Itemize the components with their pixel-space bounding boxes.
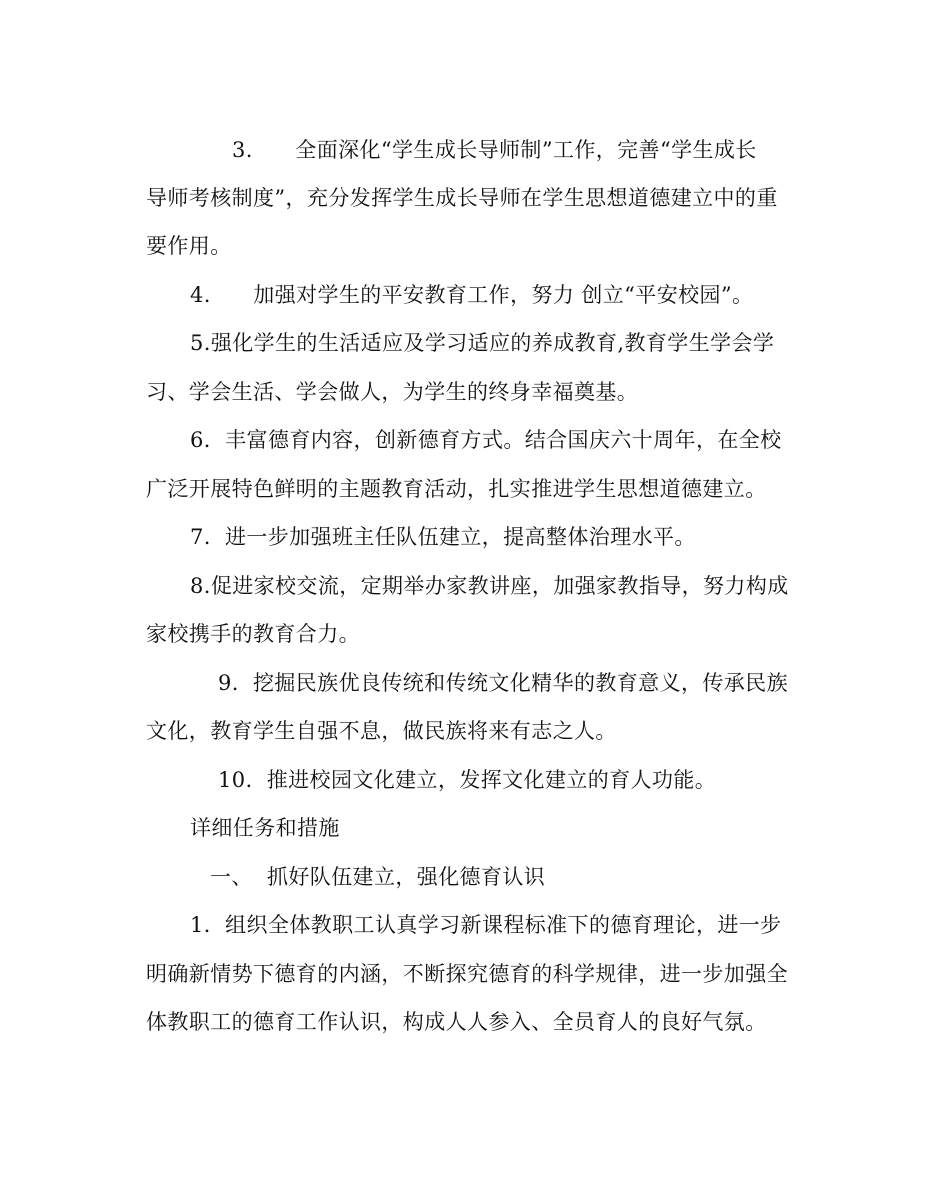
text-line-4: 4. 加强对学生的平安教育工作，努力 创立“平安校园”。 — [190, 283, 754, 307]
text-line-5: 5.强化学生的生活适应及学习适应的养成教育,教育学生学会学 — [190, 331, 775, 355]
text-line-1: 3. 全面深化“学生成长导师制”工作，完善“学生成长 — [232, 138, 757, 162]
text-line-11: 家校携手的教育合力。 — [146, 622, 360, 646]
text-line-18: 明确新情势下德育的内涵，不断探究德育的科学规律，进一步加强全 — [146, 962, 788, 986]
text-line-14: 10. 推进校园文化建立，发挥文化建立的育人功能。 — [218, 768, 717, 792]
text-line-13: 文化，教育学生自强不息，做民族将来有志之人。 — [146, 719, 617, 743]
text-line-10: 8.促进家校交流，定期举办家教讲座，加强家教指导，努力构成 — [190, 574, 789, 598]
text-line-17: 1．组织全体教职工认真学习新课程标准下的德育理论，进一步 — [190, 913, 782, 937]
text-line-12: 9. 挖掘民族优良传统和传统文化精华的教育意义，传承民族 — [218, 671, 788, 695]
text-line-9: 7. 进一步加强班主任队伍建立，提高整体治理水平。 — [190, 525, 696, 549]
text-line-7: 6．丰富德育内容，创新德育方式。结合国庆六十周年，在全校 — [190, 428, 782, 452]
text-line-3: 要作用。 — [146, 234, 232, 258]
subsection-heading: 一、 抓好队伍建立，强化德育认识 — [210, 865, 546, 889]
text-line-6: 习、学会生活、学会做人，为学生的终身幸福奠基。 — [146, 380, 639, 404]
text-line-8: 广泛开展特色鲜明的主题教育活动，扎实推进学生思想道德建立。 — [146, 477, 767, 501]
text-line-19: 体教职工的德育工作认识，构成人人参入、全员育人的良好气氛。 — [146, 1010, 767, 1034]
section-heading: 详细任务和措施 — [190, 816, 340, 840]
text-line-2: 导师考核制度”，充分发挥学生成长导师在学生思想道德建立中的重 — [146, 186, 778, 210]
